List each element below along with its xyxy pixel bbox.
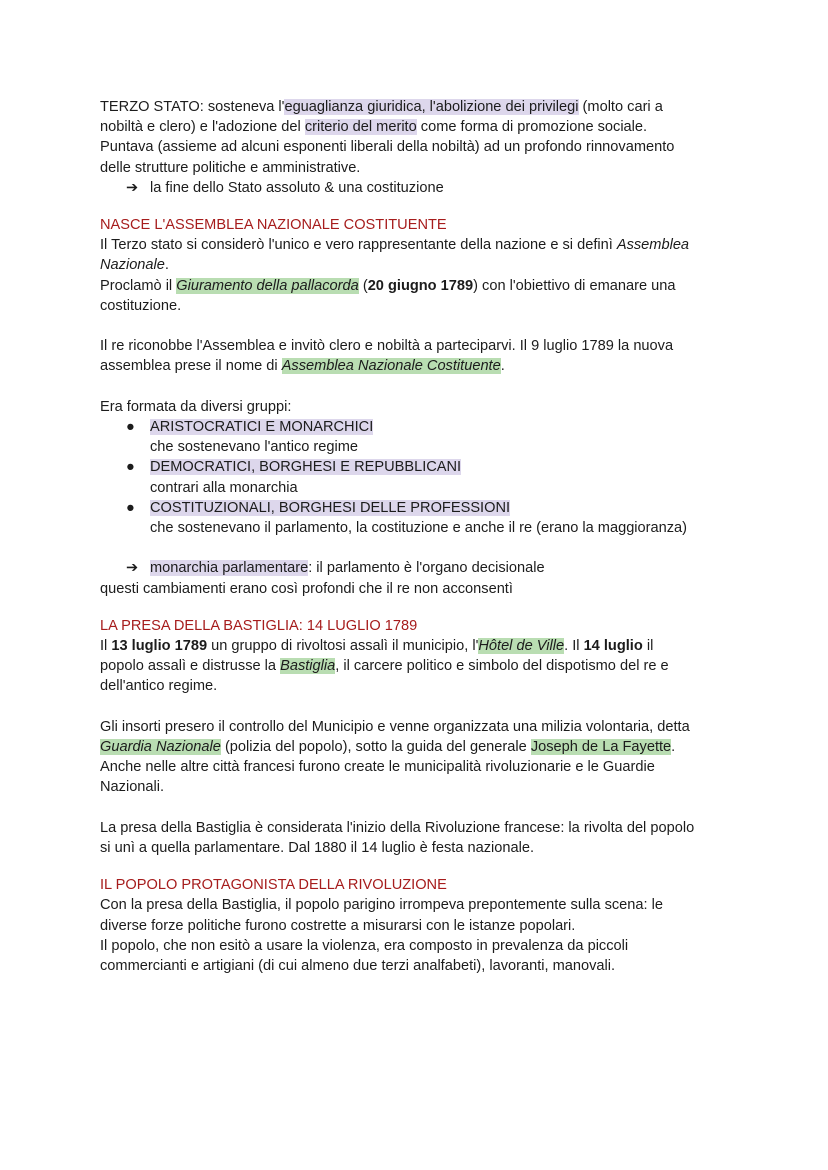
text: .: [671, 739, 676, 756]
italic-text: Assemblea: [616, 237, 690, 254]
bullet-icon: ●: [126, 499, 135, 516]
paragraph-line: Nazionali.: [100, 779, 165, 796]
italic-text: Nazionale: [100, 257, 165, 274]
section-heading: LA PRESA DELLA BASTIGLIA: 14 LUGLIO 1789: [100, 617, 418, 634]
paragraph-line: delle strutture politiche e amministrative.: [100, 159, 361, 176]
highlight-purple: monarchia parlamentare: [150, 560, 309, 577]
bold-date: 14 luglio: [583, 638, 643, 655]
group-name: DEMOCRATICI, BORGHESI E REPUBBLICANI: [150, 459, 462, 476]
bullet-icon: ●: [126, 419, 135, 436]
text: (molto cari a: [578, 99, 663, 115]
paragraph-line: Era formata da diversi gruppi:: [100, 398, 292, 415]
paragraph-line: Anche nelle altre città francesi furono create le municipalità rivoluzionarie e le Guardie: [100, 759, 655, 776]
paragraph-line: dell'antico regime.: [100, 678, 218, 695]
arrow-icon: ➔: [126, 560, 139, 577]
group-name: COSTITUZIONALI, BORGHESI DELLE PROFESSIONI: [150, 499, 511, 516]
paragraph-line: [100, 636, 730, 656]
arrow-text: la fine dello Stato assoluto & una costituzione: [150, 179, 444, 196]
text: (: [358, 277, 368, 294]
paragraph-line: costituzione.: [100, 297, 182, 314]
list-item: [100, 417, 730, 437]
highlight-green: Hôtel de Ville: [478, 638, 565, 655]
text: .: [500, 358, 505, 375]
text: TERZO STATO: sosteneva l': [100, 99, 285, 115]
text: il: [642, 638, 654, 655]
list-item-desc: [100, 478, 730, 498]
text: . Il: [564, 638, 584, 655]
group-desc: che sostenevano l'antico regime: [150, 439, 359, 456]
bold-date: 20 giugno 1789: [367, 277, 474, 294]
section-heading: IL POPOLO PROTAGONISTA DELLA RIVOLUZIONE: [100, 877, 447, 894]
text: Proclamò il: [100, 277, 177, 294]
highlight-purple: criterio del merito: [304, 119, 417, 136]
paragraph-line: Puntava (assieme ad alcuni esponenti liberali della nobiltà) ad un profondo rinnovamento: [100, 139, 675, 156]
paragraph-line: diverse forze politiche furono costrette a misurarsi con le istanze popolari.: [100, 917, 576, 934]
arrow-icon: ➔: [126, 179, 139, 196]
text: Il: [100, 638, 112, 655]
paragraph-line: [100, 255, 730, 275]
highlight-green: Assemblea Nazionale Costituente: [281, 358, 501, 375]
list-item-desc: [100, 518, 730, 538]
text: ) con l'obiettivo di emanare una: [473, 277, 676, 294]
text: .: [164, 257, 169, 274]
paragraph-line: Il re riconobbe l'Assemblea e invitò clero e nobiltà a parteciparvi. Il 9 luglio 1789 la nuova: [100, 338, 674, 355]
paragraph-line: si unì a quella parlamentare. Dal 1880 il 14 luglio è festa nazionale.: [100, 840, 535, 857]
paragraph-line: Gli insorti presero il controllo del Municipio e venne organizzata una milizia volontaria, detta: [100, 718, 690, 735]
text: popolo assalì e distrusse la: [100, 658, 281, 675]
list-item-desc: [100, 437, 730, 457]
bold-date: 13 luglio 1789: [111, 638, 208, 655]
text: nobiltà e clero) e l'adozione del: [100, 119, 305, 136]
section-heading: NASCE L'ASSEMBLEA NAZIONALE COSTITUENTE: [100, 217, 447, 234]
paragraph-line: [100, 356, 730, 376]
paragraph-line: [100, 97, 730, 117]
document-body: [100, 97, 730, 976]
paragraph-line: Con la presa della Bastiglia, il popolo parigino irrompeva prepontemente sulla scena: le: [100, 897, 663, 914]
paragraph-line: [100, 276, 730, 296]
text: (polizia del popolo), sotto la guida del generale: [220, 739, 531, 756]
assemblea-section: [100, 215, 730, 599]
list-item: [100, 457, 730, 477]
group-name: ARISTOCRATICI E MONARCHICI: [150, 419, 374, 436]
paragraph-line: questi cambiamenti erano così profondi che il re non acconsentì: [100, 580, 513, 597]
paragraph-line: Il popolo, che non esitò a usare la violenza, era composto in prevalenza da piccoli: [100, 937, 629, 954]
list-item: [100, 498, 730, 518]
text: , il carcere politico e simbolo del dispotismo del re e: [335, 658, 669, 675]
paragraph-line: [100, 656, 730, 676]
paragraph-line: [100, 235, 730, 255]
text: assemblea prese il nome di: [100, 358, 282, 375]
paragraph-line: [100, 117, 730, 137]
text: come forma di promozione sociale.: [416, 119, 648, 136]
arrow-item: [100, 558, 730, 578]
group-desc: contrari alla monarchia: [150, 479, 298, 496]
highlight-green: Guardia Nazionale: [100, 739, 221, 756]
groups-list: [100, 417, 730, 538]
bastiglia-section: [100, 616, 730, 858]
group-desc: che sostenevano il parlamento, la costituzione e anche il re (erano la maggioranza): [150, 520, 688, 537]
highlight-purple: eguaglianza giuridica, l'abolizione dei privilegi: [284, 99, 579, 115]
text: Il Terzo stato si considerò l'unico e vero rappresentante della nazione e si definì: [100, 237, 617, 254]
paragraph-line: commercianti e artigiani (di cui almeno due terzi analfabeti), lavoranti, manovali.: [100, 958, 616, 975]
bullet-icon: ●: [126, 459, 135, 476]
terzo-stato-section: [100, 97, 730, 198]
highlight-green: Bastiglia: [280, 658, 336, 675]
popolo-section: [100, 875, 730, 976]
paragraph-line: La presa della Bastiglia è considerata l'inizio della Rivoluzione francese: la rivolta del popolo: [100, 819, 695, 836]
text: un gruppo di rivoltosi assalì il municipio, l': [207, 638, 479, 655]
paragraph-line: [100, 737, 730, 757]
text: : il parlamento è l'organo decisionale: [308, 560, 545, 577]
arrow-item: [100, 178, 730, 198]
highlight-green: Joseph de La Fayette: [530, 739, 672, 756]
highlight-green: Giuramento della pallacorda: [176, 277, 359, 294]
